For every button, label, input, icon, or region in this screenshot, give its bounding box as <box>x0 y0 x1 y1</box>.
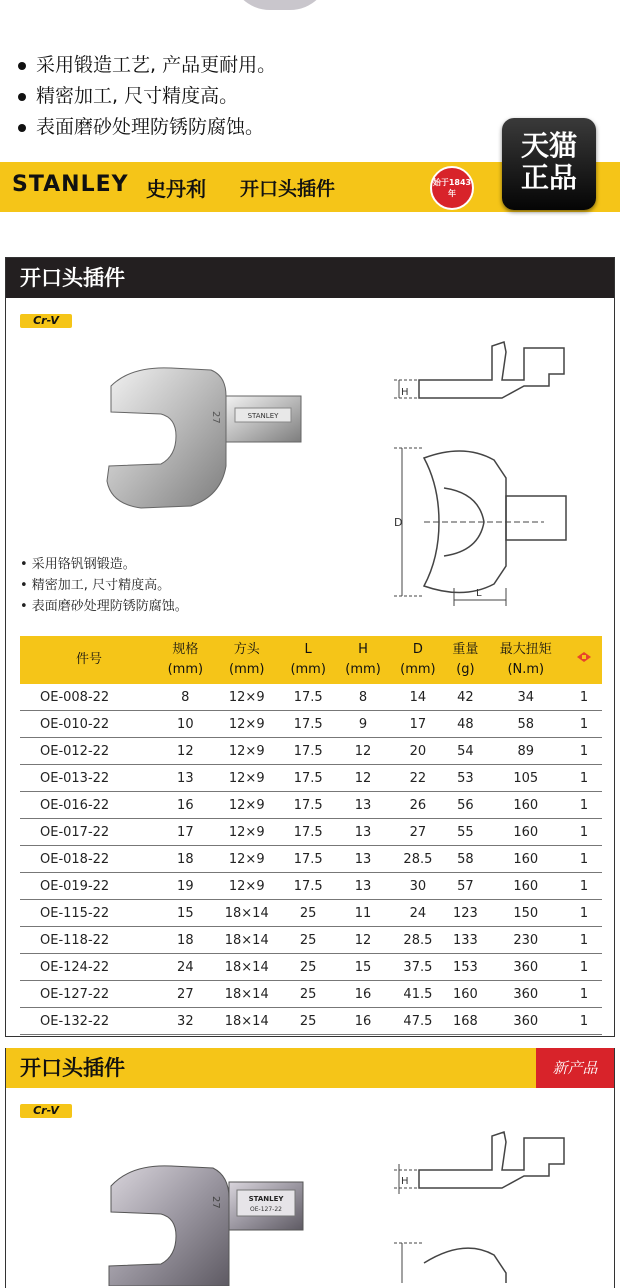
cell-l: 17.5 <box>281 738 336 765</box>
cell-max-torque: 150 <box>486 900 566 927</box>
cell-qty: 1 <box>566 738 602 765</box>
cell-weight: 168 <box>445 1008 485 1035</box>
cell-size: 27 <box>158 981 213 1008</box>
cell-max-torque: 160 <box>486 819 566 846</box>
wrench-insert-photo <box>101 1156 311 1286</box>
cell-size: 24 <box>158 954 213 981</box>
table-row <box>20 684 602 711</box>
table-row <box>20 873 602 900</box>
cell-h: 13 <box>336 819 391 846</box>
cell-weight: 160 <box>445 981 485 1008</box>
feature-item: 表面磨砂处理防锈防腐蚀。 <box>18 112 276 143</box>
table-row <box>20 900 602 927</box>
cell-max-torque: 160 <box>486 873 566 900</box>
top-view-diagram <box>384 438 584 608</box>
panel-title: 开口头插件 <box>6 258 614 298</box>
table-row <box>20 792 602 819</box>
cell-max-torque: 360 <box>486 954 566 981</box>
cell-qty: 1 <box>566 792 602 819</box>
cell-part-no: OE-013-22 <box>20 765 158 792</box>
cell-part-no: OE-127-22 <box>20 981 158 1008</box>
cell-weight: 153 <box>445 954 485 981</box>
header-square-drive: 方头 (mm) <box>213 636 281 684</box>
material-badge: Cr-V <box>20 1104 72 1118</box>
header-d: D (mm) <box>390 636 445 684</box>
header-size: 规格 (mm) <box>158 636 213 684</box>
cell-h: 12 <box>336 927 391 954</box>
table-row <box>20 981 602 1008</box>
cell-weight: 53 <box>445 765 485 792</box>
cell-qty: 1 <box>566 981 602 1008</box>
cell-qty: 1 <box>566 711 602 738</box>
cell-size: 18 <box>158 846 213 873</box>
cell-qty: 1 <box>566 846 602 873</box>
product-image-fragment <box>230 0 330 10</box>
tmall-genuine-badge: 天猫 正品 <box>502 118 596 210</box>
cell-h: 16 <box>336 1008 391 1035</box>
cell-d: 20 <box>390 738 445 765</box>
brand-logo: STANLEY <box>12 172 129 197</box>
panel-title: 开口头插件 新产品 <box>6 1048 614 1088</box>
header-part-no: 件号 <box>20 636 158 684</box>
cell-max-torque: 230 <box>486 927 566 954</box>
cell-square-drive: 12×9 <box>213 765 281 792</box>
cell-l: 25 <box>281 1008 336 1035</box>
since-1843-seal-icon: 始于1843年 <box>430 166 474 210</box>
cell-qty: 1 <box>566 819 602 846</box>
brand-name-cn: 史丹利 <box>146 177 206 201</box>
cell-max-torque: 360 <box>486 981 566 1008</box>
cell-square-drive: 18×14 <box>213 1008 281 1035</box>
svg-text:L: L <box>476 588 482 599</box>
cell-part-no: OE-012-22 <box>20 738 158 765</box>
cell-d: 41.5 <box>390 981 445 1008</box>
wrench-insert-photo <box>101 356 311 516</box>
cell-qty: 1 <box>566 900 602 927</box>
table-row <box>20 846 602 873</box>
cell-d: 28.5 <box>390 846 445 873</box>
table-row <box>20 927 602 954</box>
cell-size: 13 <box>158 765 213 792</box>
svg-text:STANLEY: STANLEY <box>247 412 279 420</box>
cell-size: 8 <box>158 684 213 711</box>
cell-weight: 55 <box>445 819 485 846</box>
side-view-diagram <box>384 1128 584 1208</box>
cell-size: 15 <box>158 900 213 927</box>
svg-text:H: H <box>401 1176 409 1187</box>
cell-size: 32 <box>158 1008 213 1035</box>
cell-part-no: OE-118-22 <box>20 927 158 954</box>
cell-max-torque: 58 <box>486 711 566 738</box>
cell-square-drive: 12×9 <box>213 792 281 819</box>
cell-d: 47.5 <box>390 1008 445 1035</box>
cell-max-torque: 160 <box>486 846 566 873</box>
cell-qty: 1 <box>566 873 602 900</box>
cell-qty: 1 <box>566 1008 602 1035</box>
cell-weight: 42 <box>445 684 485 711</box>
cell-l: 17.5 <box>281 711 336 738</box>
cell-d: 30 <box>390 873 445 900</box>
cell-h: 13 <box>336 846 391 873</box>
cell-l: 25 <box>281 900 336 927</box>
cell-part-no: OE-017-22 <box>20 819 158 846</box>
feature-item: 采用锻造工艺, 产品更耐用。 <box>18 50 276 81</box>
spec-feature-list <box>20 554 188 617</box>
cell-d: 26 <box>390 792 445 819</box>
cell-size: 17 <box>158 819 213 846</box>
cell-max-torque: 105 <box>486 765 566 792</box>
svg-text:27: 27 <box>210 1196 221 1209</box>
cell-l: 17.5 <box>281 684 336 711</box>
cell-square-drive: 12×9 <box>213 738 281 765</box>
cell-square-drive: 18×14 <box>213 927 281 954</box>
cell-max-torque: 360 <box>486 1008 566 1035</box>
svg-text:OE-127-22: OE-127-22 <box>250 1206 282 1213</box>
cell-d: 24 <box>390 900 445 927</box>
cell-max-torque: 34 <box>486 684 566 711</box>
feature-item: • 精密加工, 尺寸精度高。 <box>20 578 171 593</box>
material-badge: Cr-V <box>20 314 72 328</box>
cell-h: 13 <box>336 792 391 819</box>
top-view-diagram-fragment <box>384 1233 584 1283</box>
table-row <box>20 765 602 792</box>
cell-h: 16 <box>336 981 391 1008</box>
cell-qty: 1 <box>566 927 602 954</box>
cell-weight: 57 <box>445 873 485 900</box>
spec-table <box>20 636 602 1035</box>
cell-square-drive: 18×14 <box>213 981 281 1008</box>
header-l: L (mm) <box>281 636 336 684</box>
cell-size: 18 <box>158 927 213 954</box>
cell-l: 17.5 <box>281 819 336 846</box>
cell-l: 17.5 <box>281 846 336 873</box>
cell-size: 12 <box>158 738 213 765</box>
cell-weight: 133 <box>445 927 485 954</box>
cell-h: 9 <box>336 711 391 738</box>
svg-text:H: H <box>401 387 409 398</box>
cell-l: 17.5 <box>281 765 336 792</box>
cell-l: 25 <box>281 981 336 1008</box>
cell-square-drive: 12×9 <box>213 873 281 900</box>
header-weight: 重量 (g) <box>445 636 485 684</box>
cell-part-no: OE-115-22 <box>20 900 158 927</box>
cell-weight: 123 <box>445 900 485 927</box>
cell-size: 19 <box>158 873 213 900</box>
cell-d: 17 <box>390 711 445 738</box>
cell-qty: 1 <box>566 765 602 792</box>
cell-square-drive: 18×14 <box>213 900 281 927</box>
feature-item: • 表面磨砂处理防锈防腐蚀。 <box>20 599 188 614</box>
cell-square-drive: 12×9 <box>213 819 281 846</box>
cell-size: 16 <box>158 792 213 819</box>
cell-qty: 1 <box>566 954 602 981</box>
product-name: 开口头插件 <box>240 178 336 200</box>
cell-part-no: OE-010-22 <box>20 711 158 738</box>
table-row <box>20 1008 602 1035</box>
cell-size: 10 <box>158 711 213 738</box>
cell-part-no: OE-124-22 <box>20 954 158 981</box>
svg-text:27: 27 <box>210 411 221 424</box>
cell-part-no: OE-008-22 <box>20 684 158 711</box>
cell-weight: 58 <box>445 846 485 873</box>
cell-d: 27 <box>390 819 445 846</box>
svg-text:STANLEY: STANLEY <box>248 1195 284 1203</box>
table-row <box>20 954 602 981</box>
cell-l: 17.5 <box>281 873 336 900</box>
cell-part-no: OE-132-22 <box>20 1008 158 1035</box>
bullet-icon <box>18 93 26 101</box>
cell-d: 22 <box>390 765 445 792</box>
cell-l: 25 <box>281 927 336 954</box>
cell-h: 15 <box>336 954 391 981</box>
cell-part-no: OE-019-22 <box>20 873 158 900</box>
cell-square-drive: 12×9 <box>213 846 281 873</box>
top-feature-list <box>18 50 276 143</box>
side-view-diagram <box>384 338 584 418</box>
cell-h: 11 <box>336 900 391 927</box>
cell-part-no: OE-018-22 <box>20 846 158 873</box>
cell-d: 28.5 <box>390 927 445 954</box>
cell-d: 37.5 <box>390 954 445 981</box>
cell-l: 17.5 <box>281 792 336 819</box>
bullet-icon <box>18 124 26 132</box>
new-product-panel <box>5 1048 615 1288</box>
svg-text:D: D <box>394 516 403 529</box>
cell-weight: 48 <box>445 711 485 738</box>
cell-h: 8 <box>336 684 391 711</box>
header-h: H (mm) <box>336 636 391 684</box>
cell-qty: 1 <box>566 684 602 711</box>
table-row <box>20 738 602 765</box>
table-header-row <box>20 636 602 684</box>
feature-item: 精密加工, 尺寸精度高。 <box>18 81 276 112</box>
wrench-icon <box>575 650 593 664</box>
cell-weight: 54 <box>445 738 485 765</box>
cell-h: 12 <box>336 738 391 765</box>
cell-square-drive: 12×9 <box>213 684 281 711</box>
header-max-torque: 最大扭矩 (N.m) <box>486 636 566 684</box>
cell-l: 25 <box>281 954 336 981</box>
cell-square-drive: 18×14 <box>213 954 281 981</box>
cell-weight: 56 <box>445 792 485 819</box>
bullet-icon <box>18 62 26 70</box>
table-row <box>20 819 602 846</box>
cell-square-drive: 12×9 <box>213 711 281 738</box>
cell-part-no: OE-016-22 <box>20 792 158 819</box>
cell-d: 14 <box>390 684 445 711</box>
table-row <box>20 711 602 738</box>
new-product-badge: 新产品 <box>536 1048 614 1088</box>
product-spec-panel <box>5 257 615 1037</box>
cell-h: 13 <box>336 873 391 900</box>
header-qty <box>566 636 602 684</box>
cell-max-torque: 160 <box>486 792 566 819</box>
cell-h: 12 <box>336 765 391 792</box>
cell-max-torque: 89 <box>486 738 566 765</box>
feature-item: • 采用铬钒钢锻造。 <box>20 557 136 572</box>
